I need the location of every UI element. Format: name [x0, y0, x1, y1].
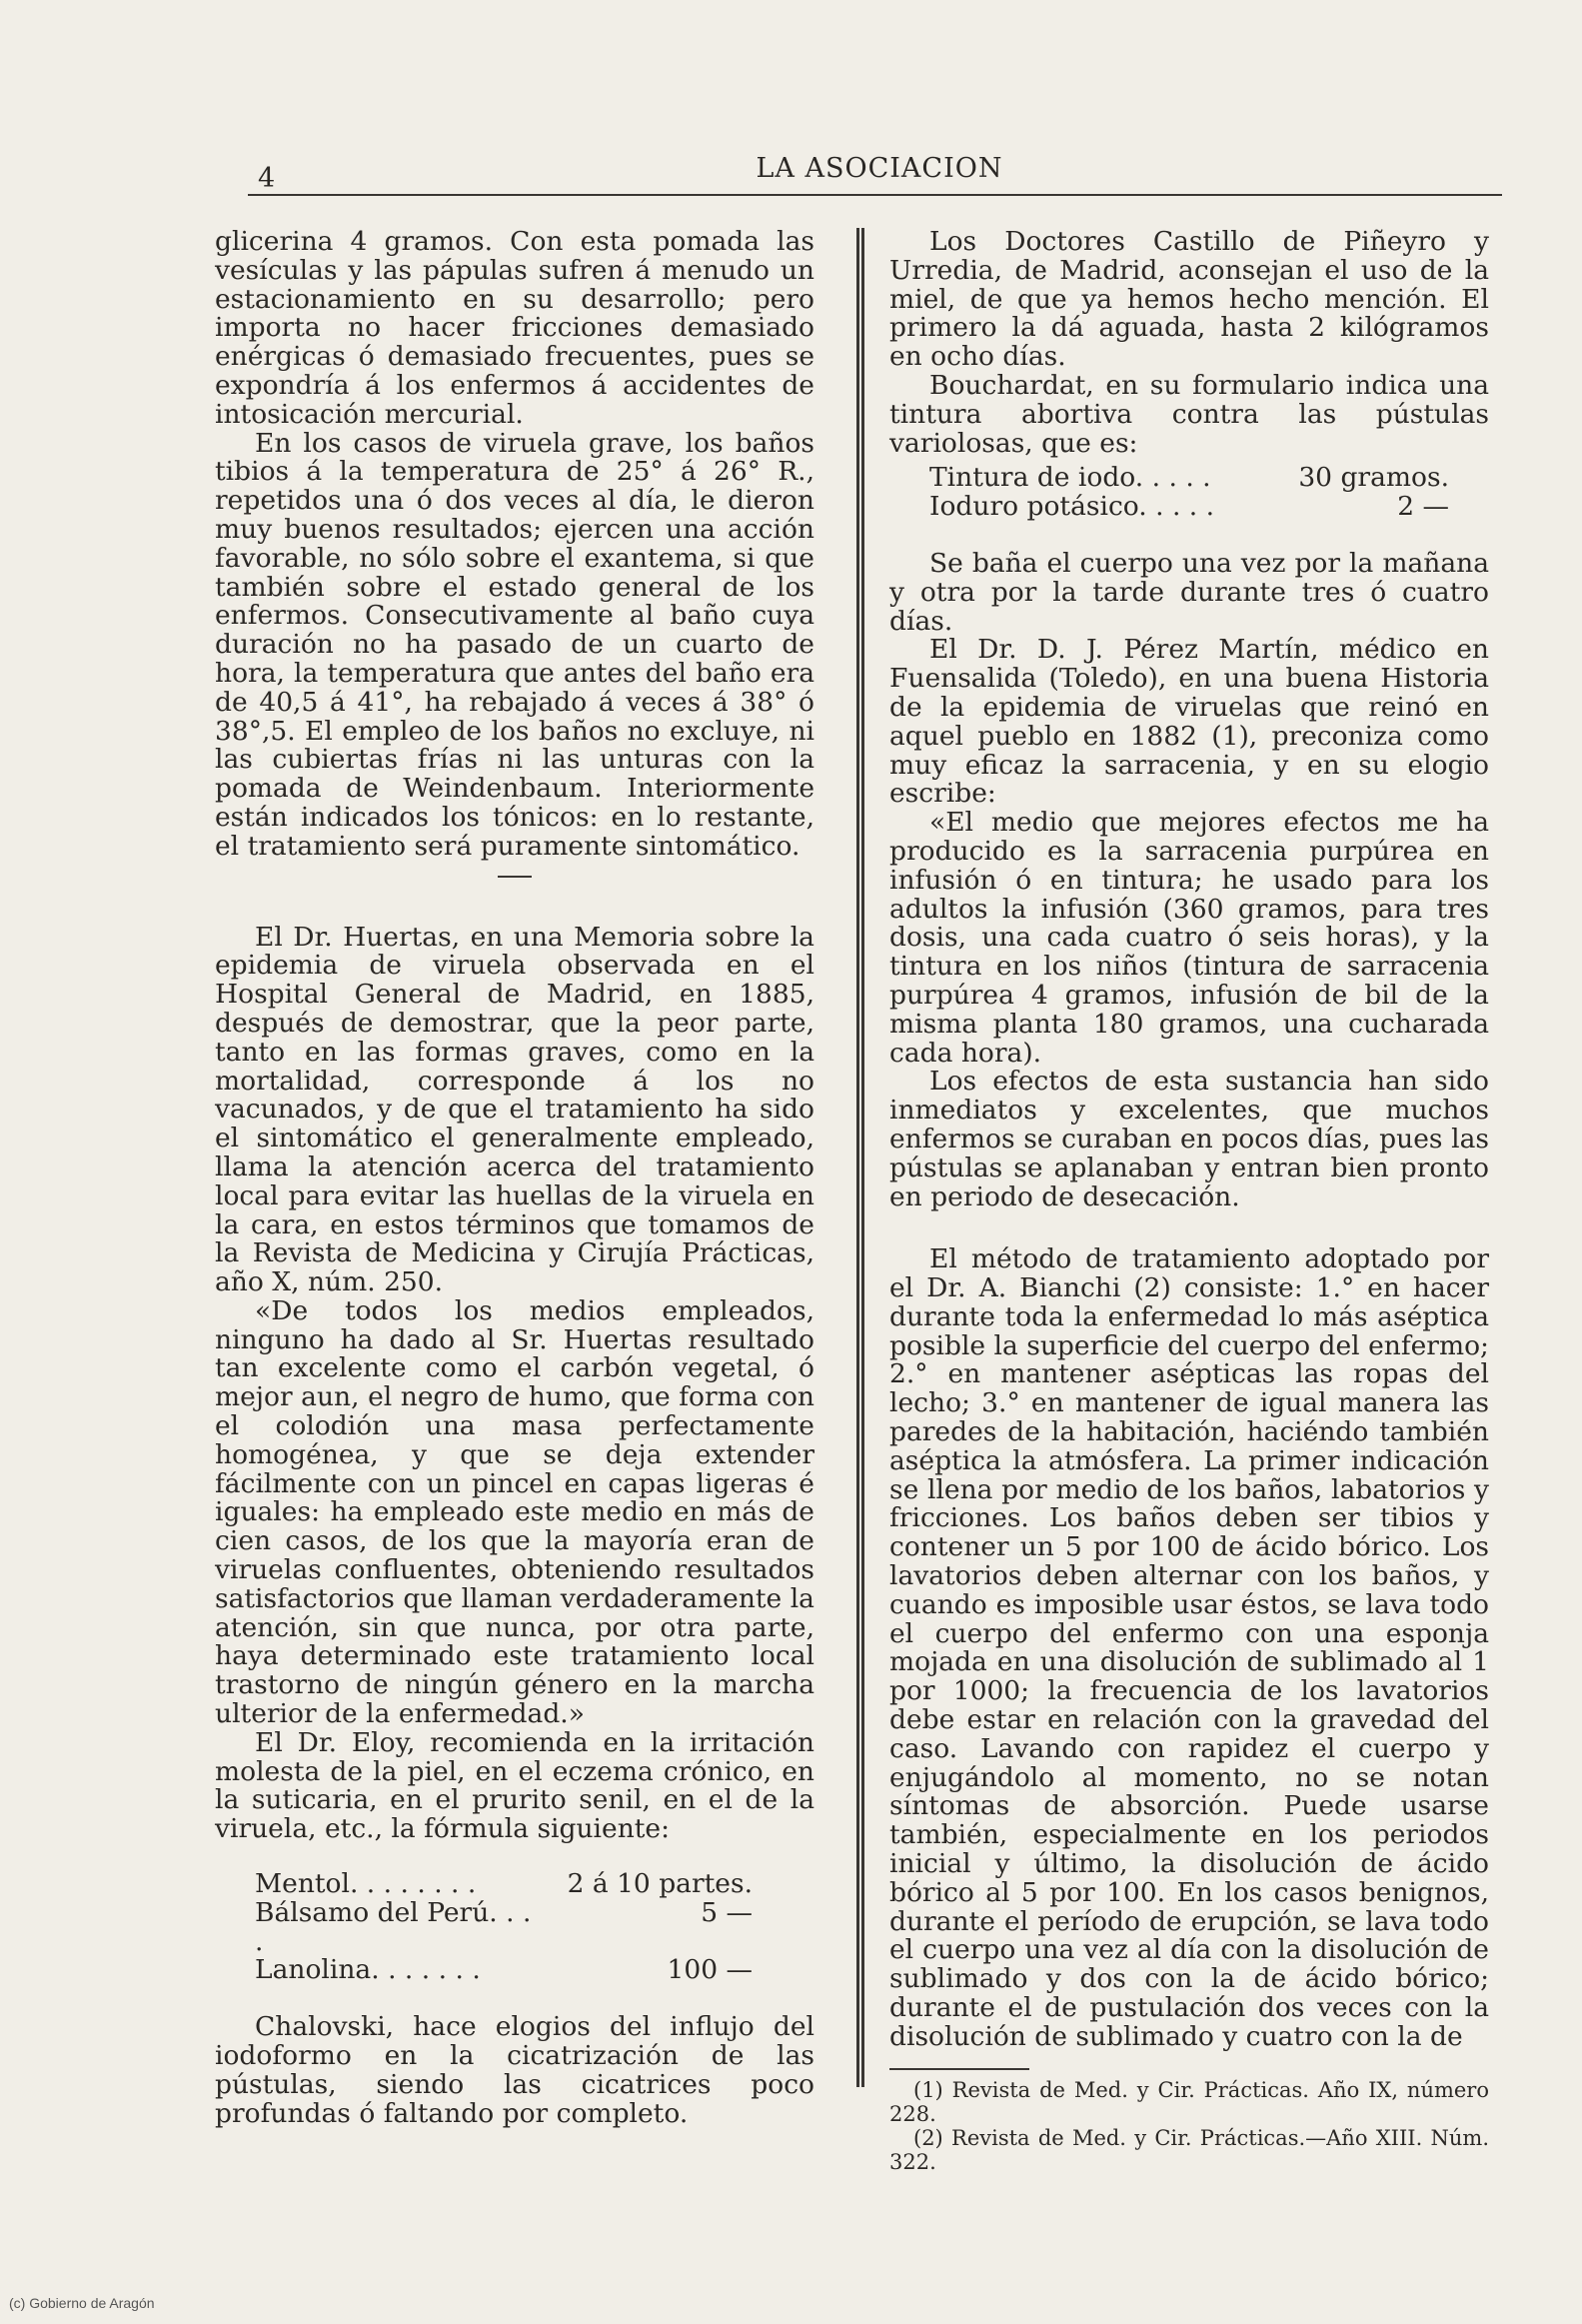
- paragraph: Los Doctores Castillo de Piñeyro y Urredia, de Madrid, aconsejan el uso de la miel, de que ya hemos hecho mención. El primero la dá aguada, hasta 2 kilógramos en ocho días.: [889, 226, 1489, 373]
- formula-quantity: 30 gramos.: [1298, 462, 1449, 494]
- formula-quantity: 5 —: [701, 1896, 753, 1928]
- spacer: [215, 1991, 814, 2013]
- paragraph: Chalovski, hace elogios del influjo del iodoformo en la cicatrización de las pústulas, siendo las cicatrices poco profundas ó faltando por completo.: [215, 2011, 814, 2129]
- formula-ingredient: Bálsamo del Perú. . . .: [255, 1896, 532, 1957]
- paragraph: «De todos los medios empleados, ninguno ha dado al Sr. Huertas resultado tan excelente como el carbón vegetal, ó mejor aun, el negro de humo, que forma con el colodión una masa perfectamente homogénea, y que se deja extender fácilmente con un pincel en capas ligeras é iguales: ha empleado este medio en más de cien casos, de los que la mayoría eran de viruelas confluentes, obteniendo resultados satisfactorios que llaman verdaderamente la atención, sin que nunca, por otra parte, haya determinado este tratamiento local trastorno de ningún género en la marcha ulterior de la enfermedad.»: [215, 1294, 814, 1730]
- paragraph: El Dr. Huertas, en una Memoria sobre la epidemia de viruela observada en el Hospital General de Madrid, en 1885, después de demostrar, que la peor parte, tanto en las formas graves, como en la mortalidad, corresponde á los no vacunados, y de que el tratamiento ha sido el sintomático el generalmente empleado, llama la atención acerca del tratamiento local para evitar las huellas de la viruela en la cara, en estos términos que tomamos de la Revista de Medicina y Cirujía Prácticas, año X, núm. 250.: [215, 921, 814, 1298]
- column-divider: [856, 228, 859, 2087]
- right-column: [889, 228, 1489, 2174]
- formula-ingredient: Ioduro potásico. . . . .: [929, 491, 1215, 523]
- formula-ingredient: Mentol. . . . . . . .: [255, 1868, 477, 1900]
- footnote: (1) Revista de Med. y Cir. Prácticas. Año IX, número 228.: [889, 2077, 1489, 2126]
- paragraph: El Dr. Eloy, recomienda en la irritación molesta de la piel, en el eczema crónico, en la suticaria, en el prurito senil, en el de la viruela, etc., la fórmula siguiente:: [215, 1726, 814, 1845]
- formula-bouchardat: [929, 464, 1489, 522]
- paragraph: «El medio que mejores efectos me ha producido es la sarracenia purpúrea en infusión ó en tintura; he usado para los adultos la infusión (360 gramos, para tres dosis, una cada cuatro ó seis horas), y la tintura en los niños (tintura de sarracenia purpúrea 4 gramos, infusión de bil de la misma planta 180 gramos, una cucharada cada hora).: [889, 807, 1489, 1069]
- paragraph: Bouchardat, en su formulario indica una tintura abortiva contra las pústulas variolosas, que es:: [889, 369, 1489, 459]
- formula-ingredient: Lanolina. . . . . . .: [255, 1954, 481, 1986]
- left-column: [215, 228, 814, 2128]
- formula-ingredient: Tintura de iodo. . . . .: [929, 462, 1211, 494]
- copyright-credit: (c) Gobierno de Aragón: [9, 2295, 155, 2311]
- formula-quantity: 100 —: [667, 1954, 753, 1986]
- formula-eloy: [255, 1870, 814, 1985]
- paragraph: glicerina 4 gramos. Con esta pomada las vesículas y las pápulas sufren á menudo un estacionamiento en su desarrollo; pero importa no hacer fricciones demasiado enérgicas ó demasiado frecuentes, pues se expondría á los enfermos á accidentes de intosicación mercurial.: [215, 226, 814, 430]
- paragraph: El Dr. D. J. Pérez Martín, médico en Fuensalida (Toledo), en una buena Historia de la epidemia de viruelas que reinó en aquel pueblo en 1882 (1), preconiza como muy eficaz la sarracenia, y en su elogio escribe:: [889, 634, 1489, 810]
- footnotes: [889, 2078, 1489, 2174]
- footnote-rule: [889, 2068, 1029, 2070]
- spacer: [889, 528, 1489, 550]
- paragraph: Se baña el cuerpo una vez por la mañana y otra por la tarde durante tres ó cuatro días.: [889, 547, 1489, 637]
- header-rule: [248, 194, 1502, 196]
- spacer: [889, 1211, 1489, 1245]
- column-divider: [861, 228, 864, 2087]
- formula-quantity: 2 —: [1397, 491, 1449, 523]
- section-separator: [498, 876, 532, 878]
- running-title: LA ASOCIACION: [756, 153, 1003, 184]
- paragraph: En los casos de viruela grave, los baños tibios á la temperatura de 25° á 26° R., repetidos una ó dos veces al día, le dieron muy buenos resultados; ejercen una acción favorable, no sólo sobre el exantema, si que también sobre el estado general de los enfermos. Consecutivamente al baño cuya duración no ha pasado de un cuarto de hora, la temperatura que antes del baño era de 40,5 á 41°, ha rebajado á veces á 38° ó 38°,5. El empleo de los baños no excluye, ni las cubiertas frías ni las unturas con la pomada de Weindenbaum. Interiormente están indicados los tónicos: en lo restante, el tratamiento será puramente sintomático.: [215, 427, 814, 862]
- footnote: (2) Revista de Med. y Cir. Prácticas.—Año XIII. Núm. 322.: [889, 2125, 1489, 2174]
- paragraph: Los efectos de esta sustancia han sido inmediatos y excelentes, que muchos enfermos se curaban en pocos días, pues las pústulas se aplanaban y entran bien pronto en periodo de desecación.: [889, 1066, 1489, 1212]
- page-number: 4: [258, 163, 276, 194]
- formula-quantity: 2 á 10 partes.: [567, 1868, 753, 1900]
- paragraph: El método de tratamiento adoptado por el Dr. A. Bianchi (2) consiste: 1.° en hacer durante toda la enfermedad lo más aséptica posible la superficie del cuerpo del enfermo; 2.° en mantener asépticas las ropas del lecho; 3.° en mantener de igual manera las paredes de la habitación, haciéndo también aséptica la atmósfera. La primer indicación se llena por medio de los baños, labatorios y fricciones. Los baños deben ser tibios y contener un 5 por 100 de ácido bórico. Los lavatorios deben alternar con los baños, y cuando es imposible usar éstos, se lava todo el cuerpo del enfermo con una esponja mojada en una disolución de sublimado al 1 por 1000; la frecuencia de los lavatorios debe estar en relación con la gravedad del caso. Lavando con rapidez el cuerpo y enjugándolo al momento, no se notan síntomas de absorción. Puede usarse también, especialmente en los periodos inicial y último, la disolución de ácido bórico al 5 por 100. En los casos benignos, durante el período de erupción, se lava todo el cuerpo una vez al día con la disolución de sublimado y dos con la de ácido bórico; durante el de pustulación dos veces con la disolución de sublimado y cuatro con la de: [889, 1243, 1489, 2052]
